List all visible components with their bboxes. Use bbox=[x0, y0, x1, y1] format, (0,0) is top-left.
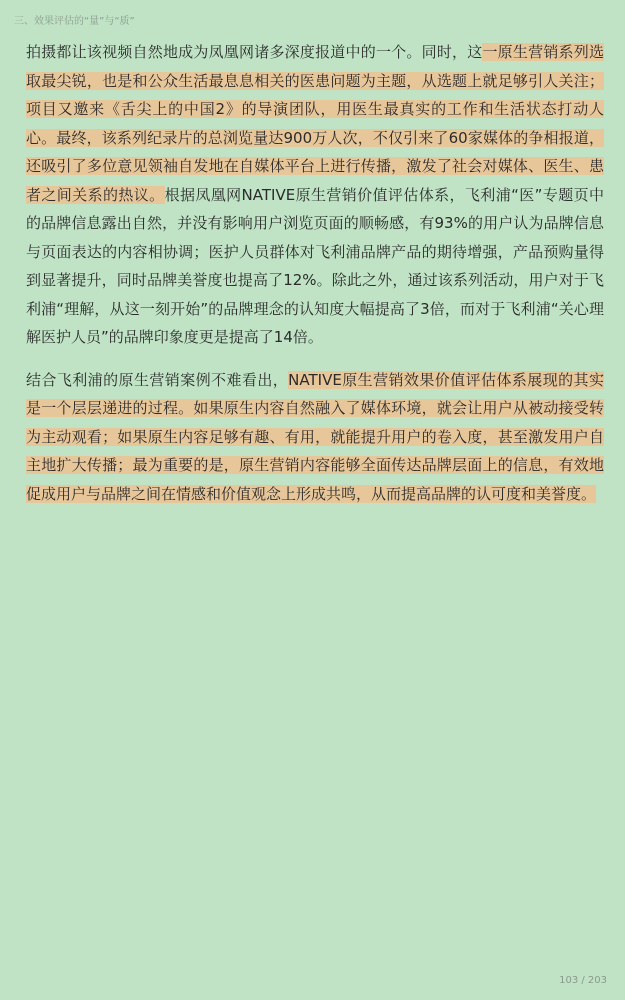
text-segment[interactable]: 结合飞利浦的原生营销案例不难看出， bbox=[26, 370, 289, 389]
paragraph-2[interactable] bbox=[26, 366, 604, 509]
chapter-title: 三、效果评估的“量”与“质” bbox=[14, 16, 135, 27]
page-indicator: 103 / 203 bbox=[559, 975, 607, 986]
highlighted-text[interactable]: 一原生营销系列选取最尖锐，也是和公众生活最息息相关的医患问题为主题，从选题上就足够引人关注；项目又邀来《舌尖上的中国2》的导演团队，用医生最真实的工作和生活状态打动人心。最终，该系列纪录片的总浏览量达900万人次，不仅引来了60家媒体的争相报道，还吸引了多位意见领袖自发地在自媒体平台上进行传播，激发了社会对媒体、医生、患者之间关系的热议。 bbox=[26, 43, 604, 204]
highlighted-text[interactable]: NATIVE原生营销效果价值评估体系展现的其实是一个层层递进的过程。如果原生内容自然融入了媒体环境，就会让用户从被动接受转为主动观看；如果原生内容足够有趣、有用，就能提升用户的卷入度，甚至激发用户自主地扩大传播；最为重要的是，原生营销内容能够全面传达品牌层面上的信息，有效地促成用户与品牌之间在情感和价值观念上形成共鸣，从而提高品牌的认可度和美誉度。 bbox=[26, 370, 604, 503]
page-content[interactable] bbox=[26, 38, 604, 522]
text-segment[interactable]: 根据凤凰网NATIVE原生营销价值评估体系，飞利浦“医”专题页中的品牌信息露出自然，并没有影响用户浏览页面的顺畅感，有93%的用户认为品牌信息与页面表达的内容相协调；医护人员群体对飞利浦品牌产品的期待增强，产品预购量得到显著提升，同时品牌美誉度也提高了12%。除此之外，通过该系列活动，用户对于飞利浦“理解，从这一刻开始”的品牌理念的认知度大幅提高了3倍，而对于飞利浦“关心理解医护人员”的品牌印象度更是提高了14倍。 bbox=[26, 185, 604, 346]
text-segment[interactable]: 拍摄都让该视频自然地成为凤凰网诸多深度报道中的一个。同时，这 bbox=[26, 43, 483, 61]
paragraph-1[interactable] bbox=[26, 38, 604, 352]
